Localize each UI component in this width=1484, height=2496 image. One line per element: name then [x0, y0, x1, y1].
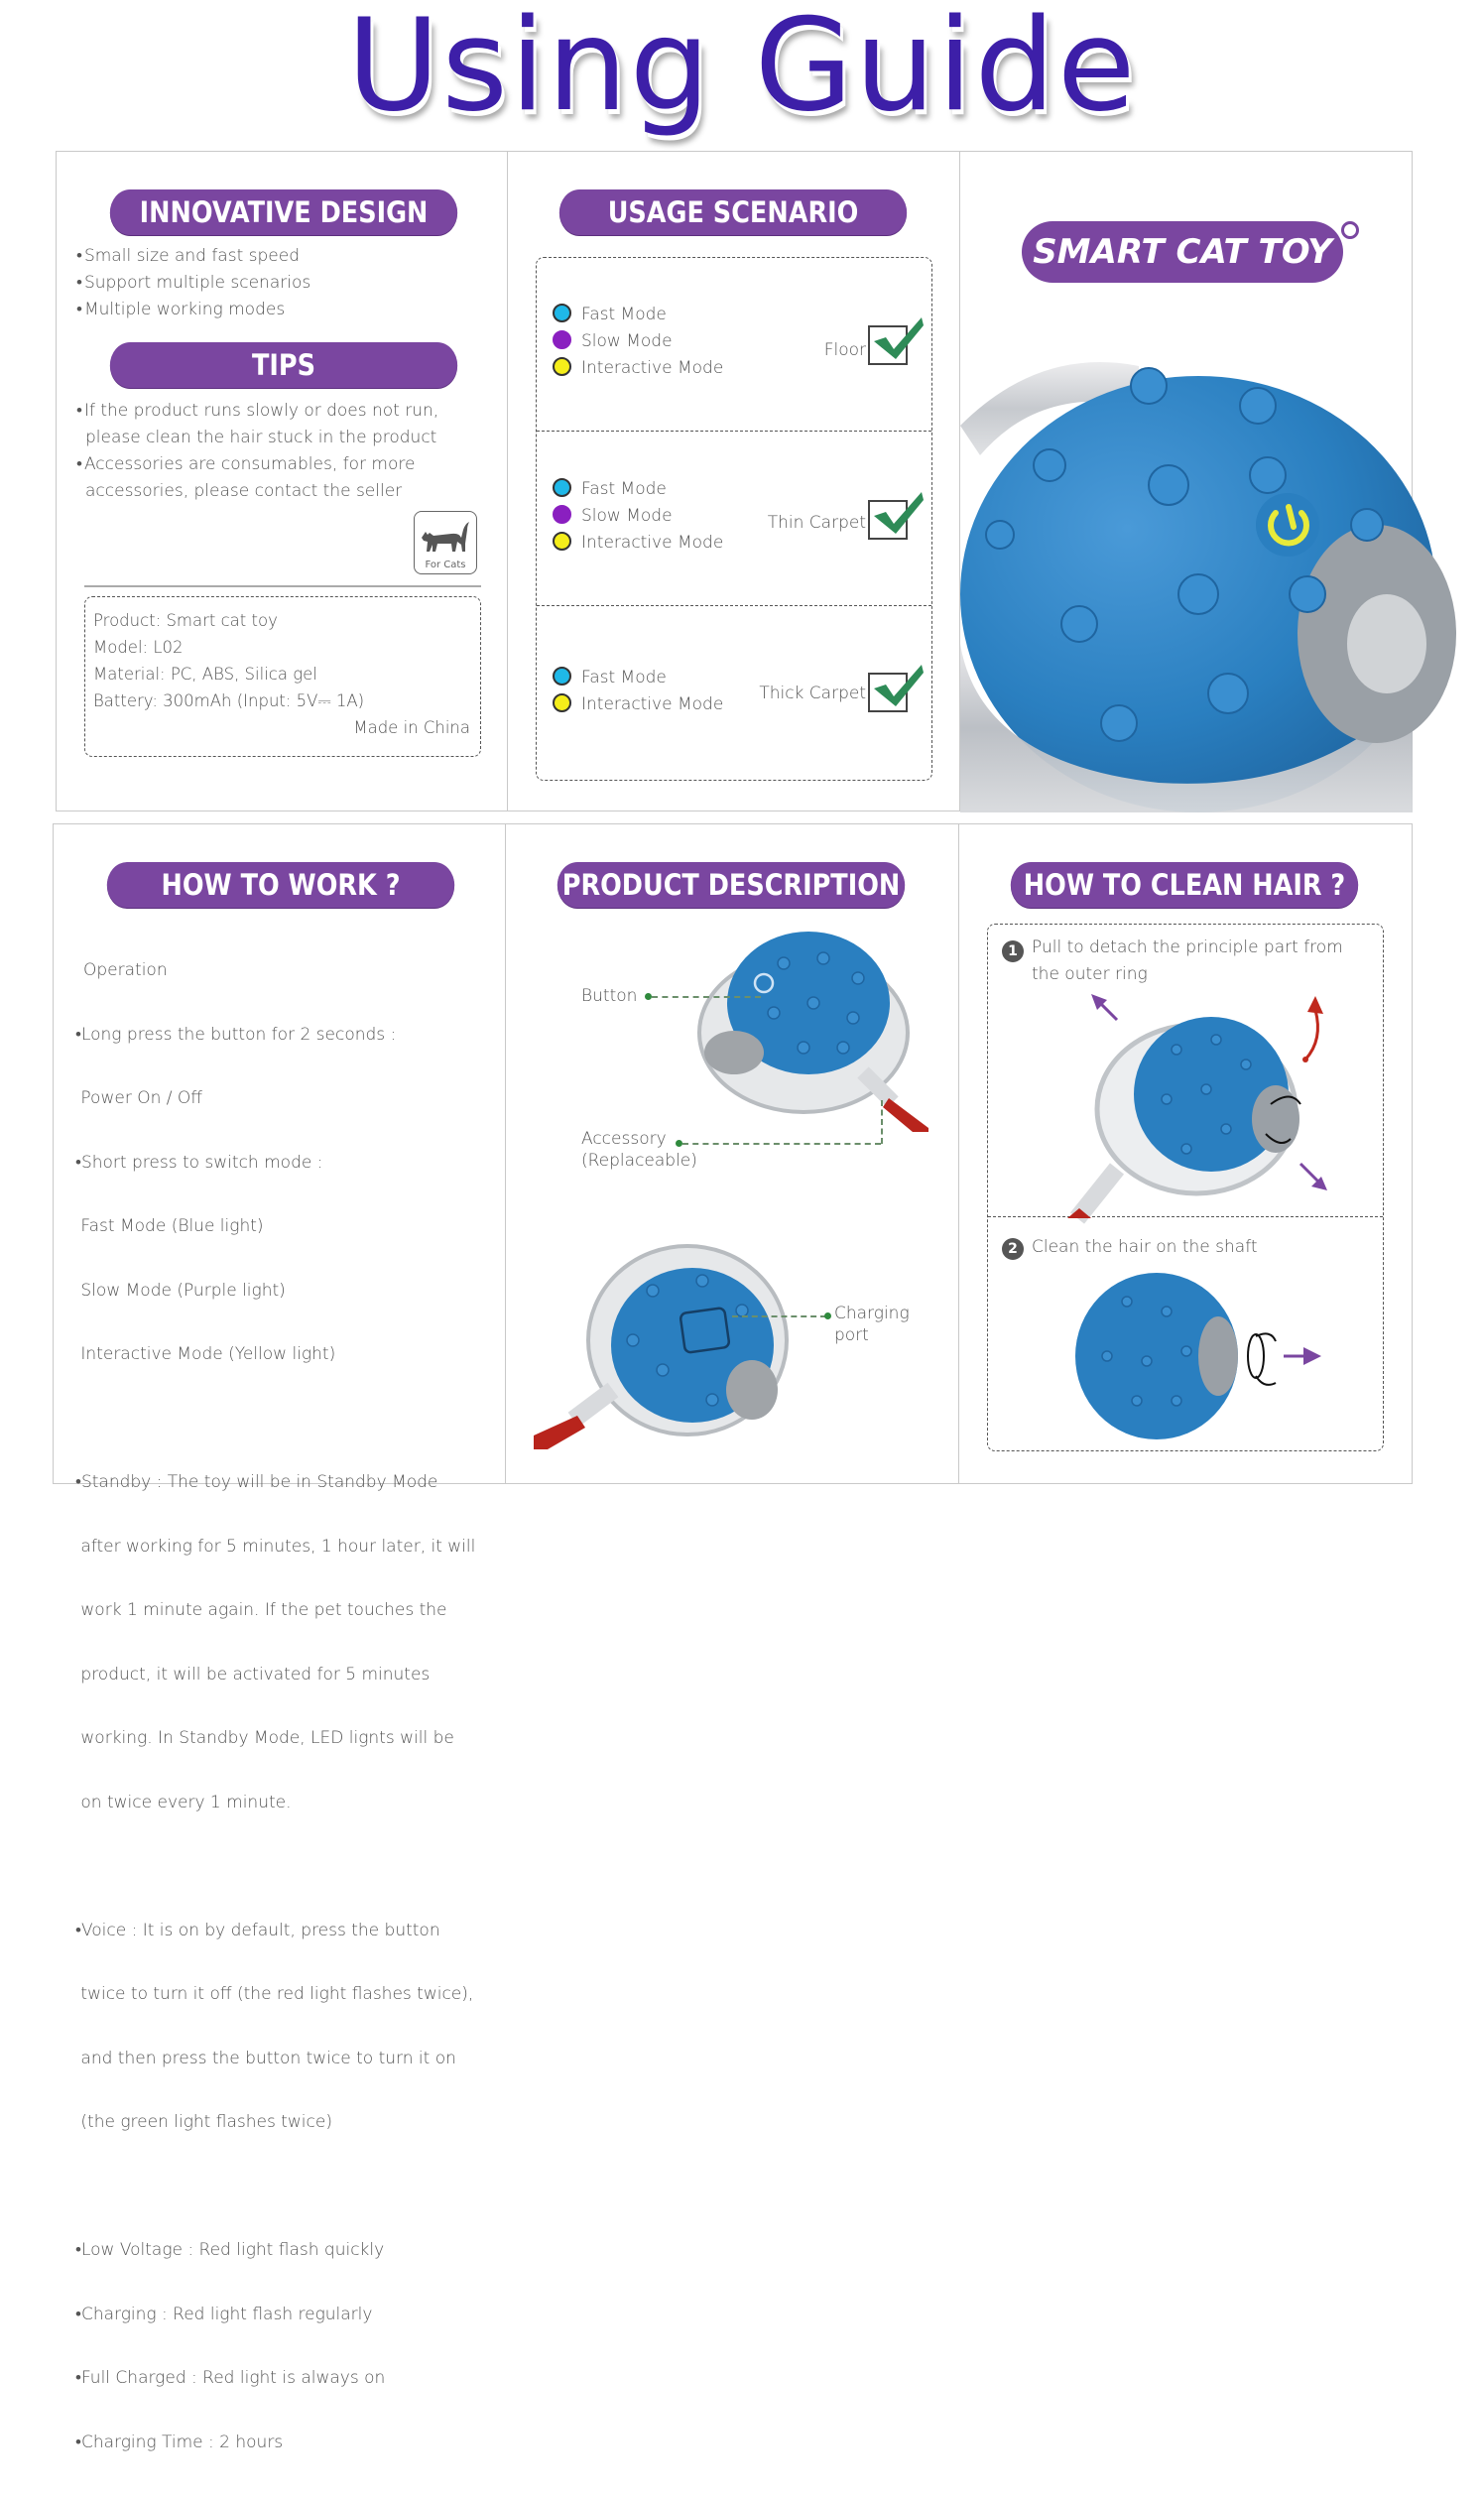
innovative-design-heading: INNOVATIVE DESIGN	[110, 189, 457, 235]
text-line: •Full Charged : Red light is always on	[75, 2368, 386, 2388]
step-text-line: Pull to detach the principle part from	[1032, 937, 1343, 957]
step-2-image	[1067, 1262, 1325, 1440]
list-item: • Small size and fast speed	[76, 243, 310, 270]
spec-battery: Battery: 300mAh (Input: 5V⎓ 1A)	[93, 691, 365, 710]
text-line: after working for 5 minutes, 1 hour later, it will	[75, 1536, 476, 1557]
how-to-work-heading: HOW TO WORK ?	[107, 862, 454, 908]
product-top-image	[694, 934, 932, 1132]
text-line: Fast Mode (Blue light)	[75, 1216, 264, 1236]
scenario-thick-carpet-modes	[553, 665, 723, 718]
mode-label: Interactive Mode	[581, 533, 724, 553]
how-to-clean-heading: HOW TO CLEAN HAIR ?	[1011, 862, 1358, 908]
mode-label: Interactive Mode	[581, 694, 724, 714]
leader-line	[652, 996, 761, 998]
step-1-text	[1032, 935, 1343, 988]
cat-icon	[416, 518, 475, 558]
specs-text	[93, 607, 470, 741]
slow-mode-dot-icon	[553, 505, 571, 524]
smart-cat-toy-heading	[1022, 221, 1343, 283]
divider	[537, 431, 931, 432]
for-cats-badge	[414, 511, 477, 574]
step-2-number-icon	[1002, 1238, 1024, 1260]
mode-label: Slow Mode	[581, 506, 673, 526]
how-to-work-text	[75, 918, 475, 2496]
page-title: Using Guide	[346, 0, 1138, 140]
tips-list	[76, 398, 438, 505]
fast-mode-dot-icon	[553, 667, 571, 686]
list-item: • Multiple working modes	[76, 297, 310, 323]
interactive-mode-dot-icon	[553, 357, 571, 376]
text-line: on twice every 1 minute.	[75, 1792, 292, 1812]
step-number: 2	[1008, 1241, 1018, 1257]
list-item: accessories, please contact the seller	[85, 481, 403, 501]
check-icon	[872, 488, 928, 536]
charging-sub-text: port	[834, 1325, 869, 1345]
product-description-heading: PRODUCT DESCRIPTION	[557, 862, 905, 908]
interactive-mode-dot-icon	[553, 532, 571, 551]
surface-label: Thick Carpet	[759, 684, 866, 703]
list-item: • Accessories are consumables, for more	[76, 451, 438, 478]
step-number: 1	[1008, 943, 1018, 959]
text-line: working. In Standby Mode, LED lignts will be	[75, 1728, 454, 1748]
check-icon	[872, 313, 928, 361]
panel-innovative-design	[56, 151, 508, 811]
step-1-number-icon	[1002, 940, 1024, 962]
charging-text: Charging	[834, 1304, 910, 1323]
leader-dot	[645, 993, 652, 1000]
mode-label: Fast Mode	[581, 479, 667, 499]
fast-mode-dot-icon	[553, 478, 571, 497]
registered-mark-icon	[1341, 221, 1359, 239]
list-item: • If the product runs slowly or does not run,	[76, 398, 438, 425]
charging-port-label	[834, 1303, 910, 1346]
step-1-image	[1067, 990, 1345, 1218]
text-line: Interactive Mode (Yellow light)	[75, 1344, 336, 1364]
smart-cat-toy-label: SMART CAT TOY	[1033, 232, 1332, 272]
accessory-sub-text: (Replaceable)	[581, 1151, 697, 1171]
slow-mode-dot-icon	[553, 330, 571, 349]
text-line: and then press the button twice to turn it on	[75, 2048, 456, 2068]
text-line: product, it will be activated for 5 minutes	[75, 1664, 431, 1685]
tips-heading: TIPS	[110, 342, 457, 388]
spec-product: Product: Smart cat toy	[93, 611, 278, 630]
spec-material: Material: PC, ABS, Silica gel	[93, 665, 317, 684]
divider	[537, 605, 931, 606]
clean-steps-box	[987, 924, 1384, 1451]
scenario-thin-carpet-modes	[553, 476, 723, 557]
usage-scenario-heading: USAGE SCENARIO	[559, 189, 907, 235]
scenario-box	[536, 257, 932, 781]
for-cats-label: For Cats	[425, 560, 466, 570]
leader-line	[732, 1315, 826, 1317]
specs-box	[84, 596, 481, 757]
mode-label: Fast Mode	[581, 668, 667, 687]
text-line: •Low Voltage : Red light flash quickly	[75, 2240, 385, 2260]
checkbox-thin-carpet	[868, 500, 908, 540]
text-line: •Standby : The toy will be in Standby Mode	[75, 1472, 438, 1492]
operation-label: Operation	[83, 960, 168, 980]
check-icon	[872, 661, 928, 708]
text-line: •Short press to switch mode :	[75, 1152, 323, 1173]
text-line: (the green light flashes twice)	[75, 2112, 332, 2132]
text-line: twice to turn it off (the red light flashes twice),	[75, 1984, 474, 2004]
text-line: •Charging Time : 2 hours	[75, 2432, 284, 2452]
text-line: •Long press the button for 2 seconds :	[75, 1024, 397, 1045]
text-line: Slow Mode (Purple light)	[75, 1280, 286, 1301]
product-bottom-image	[534, 1241, 792, 1449]
mode-label: Slow Mode	[581, 331, 673, 351]
leader-line	[682, 1143, 881, 1145]
text-line: •Voice : It is on by default, press the button	[75, 1920, 440, 1940]
interactive-mode-dot-icon	[553, 693, 571, 712]
checkbox-floor	[868, 325, 908, 365]
product-ball-image	[960, 346, 1413, 812]
spec-model: Model: L02	[93, 638, 184, 657]
text-line: •Charging : Red light flash regularly	[75, 2304, 373, 2324]
panel-usage-scenario	[508, 151, 960, 811]
checkbox-thick-carpet	[868, 673, 908, 712]
divider	[84, 585, 481, 587]
leader-line	[881, 1100, 883, 1144]
text-line: work 1 minute again. If the pet touches the	[75, 1600, 447, 1620]
scenario-floor-modes	[553, 302, 723, 382]
fast-mode-dot-icon	[553, 304, 571, 322]
surface-label: Floor	[823, 340, 866, 360]
accessory-label	[581, 1128, 697, 1172]
accessory-text: Accessory	[581, 1129, 667, 1149]
button-label: Button	[581, 986, 638, 1006]
step-text-line: the outer ring	[1032, 964, 1148, 984]
mode-label: Interactive Mode	[581, 358, 724, 378]
leader-dot	[676, 1140, 682, 1147]
panel-product-description	[506, 823, 959, 1484]
mode-label: Fast Mode	[581, 305, 667, 324]
list-item: • Support multiple scenarios	[76, 270, 310, 297]
panel-how-to-clean-hair	[959, 823, 1413, 1484]
panel-how-to-work	[53, 823, 506, 2452]
panel-smart-cat-toy	[960, 151, 1413, 811]
step-2-text: Clean the hair on the shaft	[1032, 1237, 1258, 1257]
text-line: Power On / Off	[75, 1088, 202, 1108]
surface-label: Thin Carpet	[767, 513, 866, 533]
leader-dot	[824, 1312, 831, 1319]
list-item: please clean the hair stuck in the product	[85, 428, 437, 447]
innovative-design-list	[76, 243, 310, 323]
spec-origin: Made in China	[353, 718, 470, 737]
